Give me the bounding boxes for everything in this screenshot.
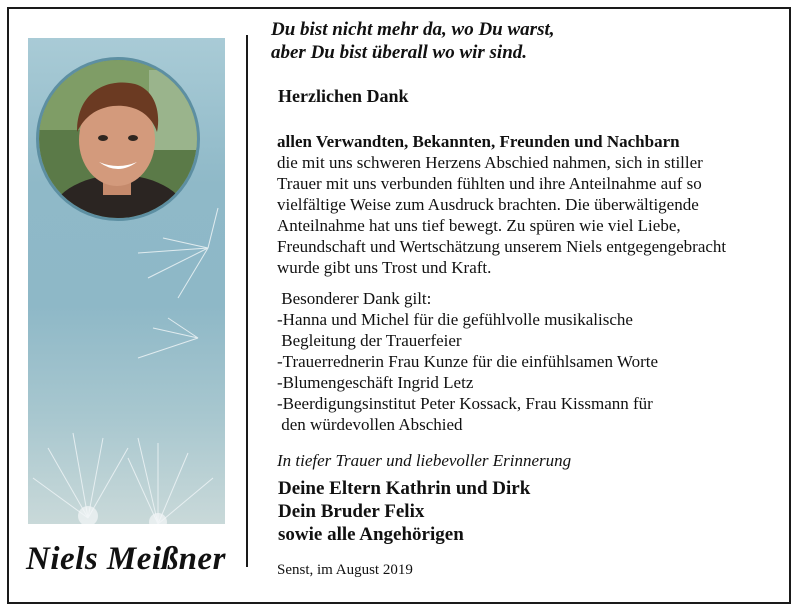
- thanks-line: Trauer mit uns verbunden fühlten und ihre Anteilnahme auf so: [277, 174, 702, 193]
- thanks-heading: Herzlichen Dank: [278, 86, 409, 106]
- closing-line: In tiefer Trauer und liebevoller Erinnerung: [277, 451, 572, 470]
- thanks-lead: allen Verwandten, Bekannten, Freunden und Nachbarn: [277, 132, 680, 151]
- special-thanks-line: -Beerdigungsinstitut Peter Kossack, Frau Kissmann für: [277, 394, 653, 413]
- special-thanks-line: -Trauerrednerin Frau Kunze für die einfühlsamen Worte: [277, 352, 659, 371]
- special-thanks-line: den würdevollen Abschied: [277, 415, 463, 434]
- thanks-line: Anteilnahme hat uns tief bewegt. Zu spüren wie viel Liebe,: [277, 216, 681, 235]
- special-thanks: [277, 288, 658, 435]
- thanks-line: die mit uns schweren Herzens Abschied nahmen, sich in stiller: [277, 153, 703, 172]
- signer-line: Dein Bruder Felix: [278, 501, 425, 522]
- special-thanks-line: -Blumengeschäft Ingrid Letz: [277, 373, 474, 392]
- special-thanks-line: -Hanna und Michel für die gefühlvolle musikalische: [277, 310, 633, 329]
- quote-line-1: Du bist nicht mehr da, wo Du warst,: [271, 19, 555, 40]
- thanks-body: [277, 131, 726, 278]
- special-thanks-line: Begleitung der Trauerfeier: [277, 331, 462, 350]
- signers: [278, 477, 530, 546]
- memorial-quote: [271, 18, 555, 64]
- quote-line-2: aber Du bist überall wo wir sind.: [271, 42, 528, 63]
- signer-line: Deine Eltern Kathrin und Dirk: [278, 478, 531, 499]
- thanks-line: Freundschaft und Wertschätzung unserem Niels entgegengebracht: [277, 237, 727, 256]
- vertical-divider: [246, 35, 248, 567]
- signer-line: sowie alle Angehörigen: [278, 524, 464, 545]
- thanks-line: vielfältige Weise zum Ausdruck brachten. Die überwältigende: [277, 195, 699, 214]
- special-thanks-intro: Besonderer Dank gilt:: [277, 289, 432, 308]
- portrait-image: [39, 60, 197, 218]
- place-date: Senst, im August 2019: [277, 562, 413, 578]
- portrait-photo: [36, 57, 200, 221]
- deceased-name: Niels Meißner: [26, 541, 226, 577]
- thanks-line: wurde gibt uns Trost und Kraft.: [277, 258, 492, 277]
